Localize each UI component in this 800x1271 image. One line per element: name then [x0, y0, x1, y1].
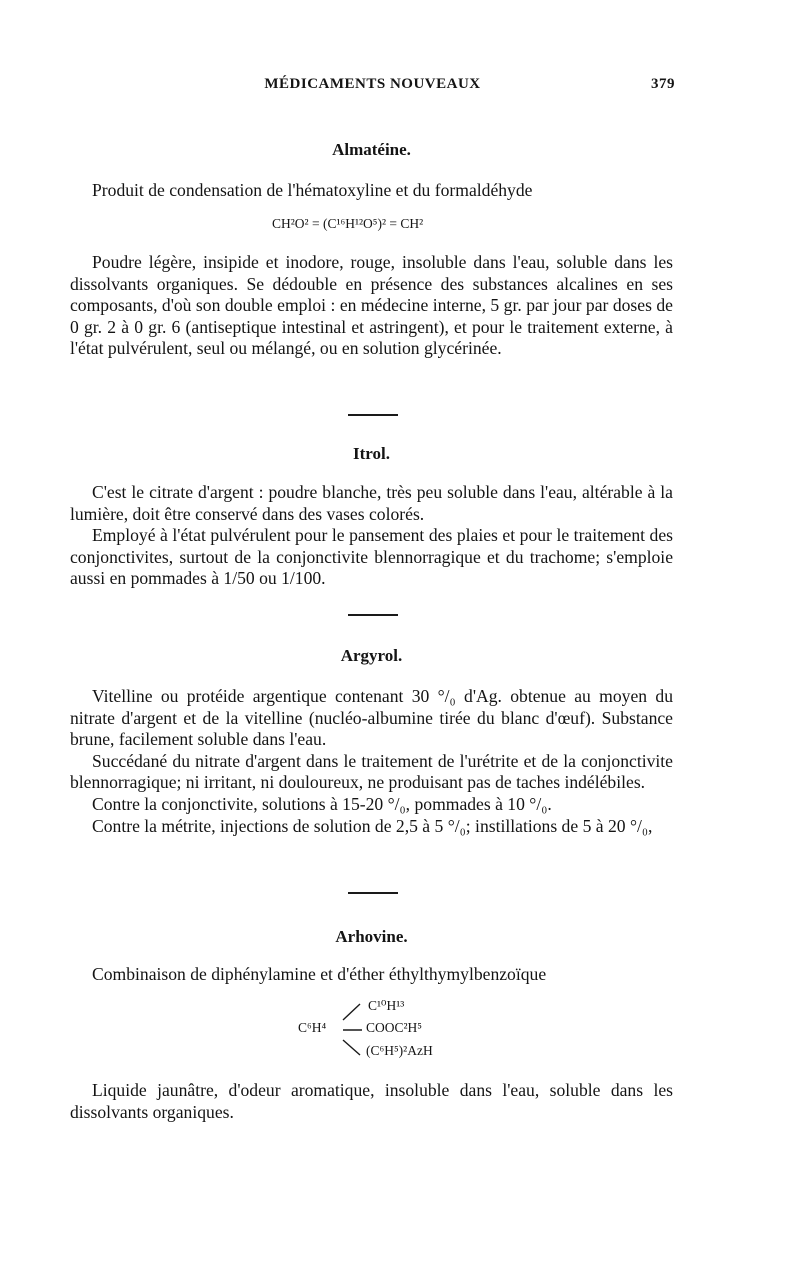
page-number: 379 — [651, 76, 675, 92]
running-head-title: MÉDICAMENTS NOUVEAUX — [264, 76, 481, 92]
formula-root: C⁶H⁴ — [298, 1020, 327, 1035]
section-heading-arhovine: Arhovine. — [335, 927, 408, 946]
arhovine-intro-text: Combinaison de diphénylamine et d'éther éthylthymylbenzoïque — [92, 964, 547, 984]
argyrol-paragraph-2: Succédané du nitrate d'argent dans le traitement de l'urétrite et de la conjonctivite blennorragique; ni irritant, ni douloureux, ne produisant pas de taches indélébiles. — [70, 750, 673, 793]
argyrol-paragraph-4: Contre la métrite, injections de solution de 2,5 à 5 °/₀; instillations de 5 à 20 °/₀, — [92, 815, 653, 836]
section-heading-almateine: Almatéine. — [332, 140, 411, 159]
almateine-intro — [70, 180, 673, 202]
arhovine-intro — [70, 964, 673, 986]
itrol-paragraph-1: C'est le citrate d'argent : poudre blanche, très peu soluble dans l'eau, altérable à la lumière, doit être conservé dans des vases colorés. — [70, 482, 673, 524]
formula-bonds — [340, 1000, 370, 1060]
section-divider — [348, 892, 398, 894]
almateine-body-text: Poudre légère, insipide et inodore, rouge, insoluble dans l'eau, soluble dans les dissolvants organiques. Se dédouble en présence des substances alcalines en ses composants, d'où son double emploi : en médecine interne, 5 gr. par jour par doses de 0 gr. 2 à 0 gr. 6 (antiseptique intestinal et astringent), et pour le traitement externe, à l'état pulvérulent, seul ou mélangé, ou en solution glycérinée. — [70, 252, 673, 359]
bond-line-top — [343, 1004, 360, 1020]
arhovine-body — [70, 1080, 673, 1123]
argyrol-body — [70, 686, 673, 837]
itrol-body — [70, 482, 673, 590]
argyrol-paragraph-3: Contre la conjonctivite, solutions à 15-20 °/₀, pommades à 10 °/₀. — [92, 793, 552, 814]
bond-line-bottom — [343, 1040, 360, 1055]
almateine-intro-text: Produit de condensation de l'hématoxyline et du formaldéhyde — [92, 180, 533, 200]
almateine-formula: CH²O² = (C¹⁶H¹²O⁵)² = CH² — [272, 216, 424, 231]
section-heading-itrol: Itrol. — [353, 444, 390, 463]
formula-substituent-middle: COOC²H⁵ — [366, 1020, 423, 1035]
section-divider — [348, 614, 398, 616]
section-divider — [348, 414, 398, 416]
argyrol-paragraph-1: Vitelline ou protéide argentique contenant 30 °/₀ d'Ag. obtenue au moyen du nitrate d'argent et de la vitelline (nucléo-albumine tirée du blanc d'œuf). Substance brune, facilement soluble dans l'eau. — [70, 686, 673, 750]
section-heading-argyrol: Argyrol. — [340, 646, 403, 665]
itrol-paragraph-2: Employé à l'état pulvérulent pour le pansement des plaies et pour le traitement des conjonctivites, surtout de la conjonctivite blennorragique et du trachome; s'emploie aussi en pommades à 1/50 ou 1/100. — [70, 525, 673, 589]
almateine-body — [70, 252, 673, 360]
formula-substituent-bottom: (C⁶H⁵)²AzH — [366, 1043, 433, 1058]
arhovine-body-text: Liquide jaunâtre, d'odeur aromatique, insoluble dans l'eau, soluble dans les dissolvants organiques. — [70, 1080, 673, 1122]
formula-substituent-top: C¹⁰H¹³ — [368, 998, 405, 1013]
